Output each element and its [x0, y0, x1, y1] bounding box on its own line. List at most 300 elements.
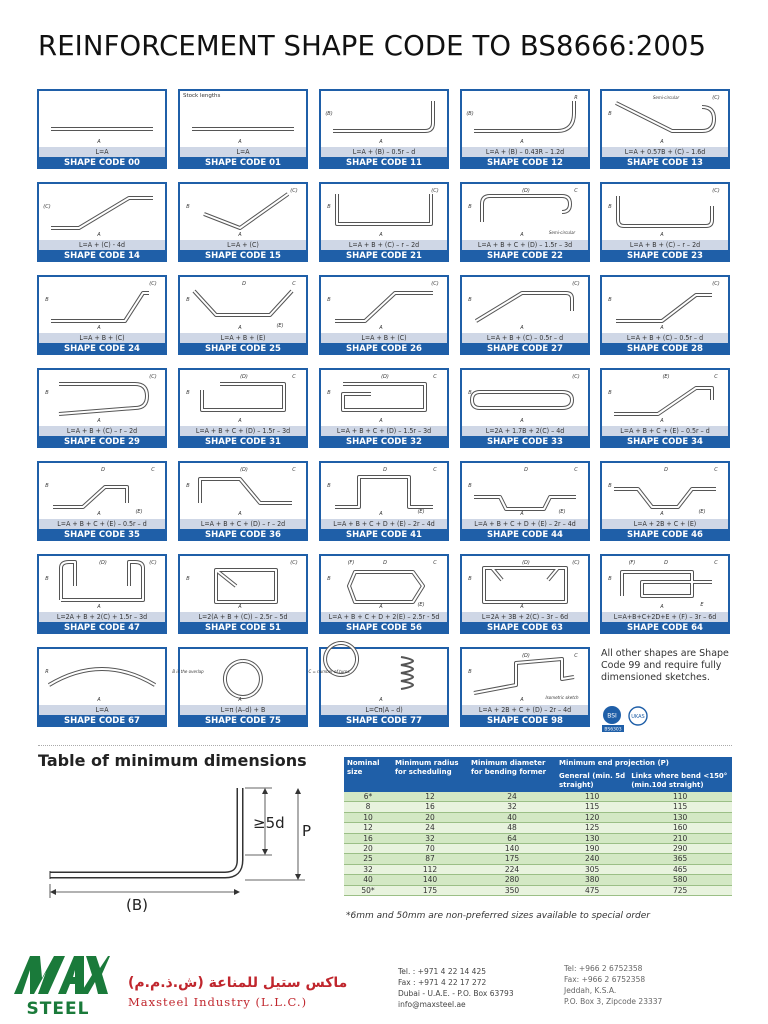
- shape-sketch: [462, 370, 588, 425]
- dimension-label: (E): [662, 374, 670, 380]
- length-formula: L=A + (C): [180, 240, 306, 250]
- shape-sketch: [321, 277, 447, 332]
- shape-card: [460, 461, 590, 541]
- table-cell: 465: [628, 864, 732, 874]
- dimension-label: (B): [466, 111, 474, 117]
- dimension-label: B: [468, 669, 472, 675]
- bar-outline: [216, 570, 276, 602]
- bar-outline: [59, 384, 147, 414]
- table-cell: 110: [628, 792, 732, 802]
- table-cell: 40: [344, 875, 392, 885]
- bar-fill: [474, 101, 574, 131]
- shape-sketch: [39, 649, 165, 704]
- bar-fill: [343, 384, 425, 410]
- shape-code-label: SHAPE CODE 29: [39, 436, 165, 448]
- table-cell: 130: [628, 812, 732, 822]
- minimum-dimensions-table: [344, 757, 732, 896]
- dimension-label: B: [608, 297, 612, 303]
- shape-card: [37, 368, 167, 448]
- table-cell: 120: [556, 812, 628, 822]
- dimension-label: A: [238, 232, 242, 238]
- table-row: [344, 875, 732, 885]
- bar-outline: [622, 572, 712, 596]
- uae-contact: [398, 966, 514, 1010]
- table-cell: 8: [344, 802, 392, 812]
- table-cell: 10: [344, 812, 392, 822]
- bar-outline: [482, 196, 570, 222]
- dimension-label: (C): [712, 281, 720, 287]
- shape-code-label: SHAPE CODE 01: [180, 157, 306, 169]
- shape-card: [178, 554, 308, 634]
- dimension-label: B: [468, 576, 472, 582]
- shape-card: [600, 461, 730, 541]
- bs-number-label: BS6303: [604, 727, 622, 733]
- dimension-label: B: [608, 204, 612, 210]
- dimension-label: A: [97, 139, 101, 145]
- shape-card: [600, 368, 730, 448]
- dimension-label: D: [383, 467, 387, 473]
- dimension-label: C = number of turns: [308, 669, 350, 674]
- table-cell: 87: [392, 854, 468, 864]
- dimension-label: D: [664, 467, 668, 473]
- dimension-label: A: [520, 418, 524, 424]
- dimension-label: (D): [381, 374, 389, 380]
- shape-sketch: [321, 184, 447, 239]
- table-cell: 140: [392, 875, 468, 885]
- uae-tel: Tel. : +971 4 22 14 425: [398, 967, 486, 976]
- maxsteel-logo: [10, 950, 110, 1020]
- shape-code-label: SHAPE CODE 77: [321, 715, 447, 727]
- length-formula: L=A + B + C + (E) – 0.5r – d: [39, 519, 165, 529]
- dimension-label: D: [664, 560, 668, 566]
- dimension-label: C: [433, 560, 437, 566]
- dimension-label: D: [524, 467, 528, 473]
- dimension-label: A: [379, 604, 383, 610]
- dimension-label: B: [327, 483, 331, 489]
- length-formula: L=A+B+C+2D+E + (F) – 3r – 6d: [602, 612, 728, 622]
- dimension-label: B: [45, 483, 49, 489]
- table-footnote: *6mm and 50mm are non-preferred sizes available to special order: [346, 911, 651, 921]
- dimension-label: B: [327, 204, 331, 210]
- dimension-label: (E): [417, 602, 425, 608]
- shape-card: [319, 182, 449, 262]
- dimension-label: C: [714, 560, 718, 566]
- dimension-label: A: [520, 697, 524, 703]
- shape-code-label: SHAPE CODE 41: [321, 529, 447, 541]
- bar-outline: [333, 101, 433, 131]
- section-divider: [38, 745, 732, 746]
- dimension-label: A: [660, 511, 664, 517]
- dimension-label: A: [379, 325, 383, 331]
- bar-fill: [614, 388, 712, 414]
- shape-code-label: SHAPE CODE 00: [39, 157, 165, 169]
- shape-code-label: SHAPE CODE 25: [180, 343, 306, 355]
- length-formula: L=A + B + C + (D) – 1.5r – 3d: [180, 426, 306, 436]
- bar-fill: [200, 479, 292, 503]
- shape-code-label: SHAPE CODE 27: [462, 343, 588, 355]
- bend-projection-figure: [40, 780, 340, 920]
- table-cell: 580: [628, 875, 732, 885]
- shape-sketch: [602, 463, 728, 518]
- stock-lengths-note: Stock lengths: [183, 93, 221, 99]
- bar-outline: [474, 659, 574, 693]
- bar-fill: [335, 477, 433, 507]
- length-formula: L=π (A–d) + B: [180, 705, 306, 715]
- shape-sketch: [321, 91, 447, 146]
- dimension-label: A: [520, 604, 524, 610]
- dimension-label: C: [574, 653, 578, 659]
- shape-sketch: [321, 370, 447, 425]
- table-cell: 175: [392, 885, 468, 895]
- shape-sketch: [462, 184, 588, 239]
- table-title: Table of minimum dimensions: [38, 751, 307, 770]
- uae-address: Dubai - U.A.E. - P.O. Box 63793: [398, 989, 514, 998]
- shape-code-label: SHAPE CODE 36: [180, 529, 306, 541]
- length-formula: L=2A + 1.7B + 2(C) – 4d: [462, 426, 588, 436]
- shape-sketch: [602, 184, 728, 239]
- length-formula: L=A + B + C + (D) – 1.5r – 3d: [462, 240, 588, 250]
- bar-outline: [474, 101, 574, 131]
- shape-code-label: SHAPE CODE 56: [321, 622, 447, 634]
- bar-outline: [194, 291, 292, 315]
- table-cell: 290: [628, 844, 732, 854]
- shape-code-label: SHAPE CODE 23: [602, 250, 728, 262]
- shape-sketch: [602, 370, 728, 425]
- dimension-label: A: [97, 697, 101, 703]
- dimension-label: (C): [43, 204, 51, 210]
- length-formula: L=Cπ(A – d): [321, 705, 447, 715]
- shape-sketch: [180, 370, 306, 425]
- dimension-label: A: [520, 139, 524, 145]
- table-cell: 125: [556, 823, 628, 833]
- helix-coil: [401, 657, 413, 689]
- shape-card: [178, 275, 308, 355]
- five-d-label: ≥5d: [253, 814, 285, 832]
- table-cell: 210: [628, 833, 732, 843]
- dimension-label: B: [608, 111, 612, 117]
- shape-sketch: [602, 277, 728, 332]
- length-formula: L=A + B + C + (E) – 0.5r – d: [602, 426, 728, 436]
- dimension-label: B: [608, 390, 612, 396]
- bar-fill: [225, 661, 261, 697]
- bar-outline: [614, 489, 716, 507]
- table-cell: 350: [468, 885, 556, 895]
- dimension-label: A: [97, 418, 101, 424]
- shape-card: [460, 554, 590, 634]
- dimension-label: B: [186, 576, 190, 582]
- dimension-label: B: [186, 483, 190, 489]
- bar-outline: [474, 497, 576, 509]
- bar-fill: [204, 194, 288, 228]
- shape-sketch: [39, 277, 165, 332]
- table-cell: 380: [556, 875, 628, 885]
- dimension-label: A: [97, 232, 101, 238]
- ukas-label: UKAS: [631, 714, 645, 720]
- dimension-label: (E): [417, 509, 425, 515]
- shape-card: [600, 275, 730, 355]
- table-cell: 24: [468, 792, 556, 802]
- header-minimum-diameter: Minimum diameter for bending former: [468, 757, 556, 792]
- shape-sketch: [462, 277, 588, 332]
- shape-sketch: [39, 91, 165, 146]
- dimension-label: E: [700, 602, 704, 608]
- dimension-label: B: [45, 390, 49, 396]
- dimension-label: (B): [325, 111, 333, 117]
- dimension-label: C: [433, 374, 437, 380]
- shape-sketch: [39, 463, 165, 518]
- bar-outline: [616, 295, 712, 321]
- bar-outline: [202, 384, 284, 410]
- table-cell: 130: [556, 833, 628, 843]
- table-cell: 48: [468, 823, 556, 833]
- shape-code-label: SHAPE CODE 75: [180, 715, 306, 727]
- table-cell: 32: [392, 833, 468, 843]
- dimension-label: C: [292, 281, 296, 287]
- dimension-label: C: [433, 467, 437, 473]
- dimension-label: (F): [628, 560, 636, 566]
- length-formula: L=2A + 3B + 2(C) – 3r – 6d: [462, 612, 588, 622]
- bar-fill: [337, 194, 431, 224]
- dimension-label: (E): [276, 323, 284, 329]
- table-row: [344, 864, 732, 874]
- shape-code-label: SHAPE CODE 13: [602, 157, 728, 169]
- table-cell: 20: [344, 844, 392, 854]
- shape-code-label: SHAPE CODE 26: [321, 343, 447, 355]
- dimension-label: (C): [712, 95, 720, 101]
- length-formula: L=A: [180, 147, 306, 157]
- header-nominal-size: Nominal size: [344, 757, 392, 792]
- dimension-label: C: [292, 467, 296, 473]
- shape-sketch: [462, 463, 588, 518]
- bar-fill: [614, 489, 716, 507]
- dimension-label: Semi-circular: [548, 230, 576, 235]
- bar-fill: [335, 293, 433, 321]
- dimension-label: (F): [347, 560, 355, 566]
- dimension-label: A: [660, 604, 664, 610]
- table-cell: 20: [392, 812, 468, 822]
- shape-card: [37, 647, 167, 727]
- ksa-address: P.O. Box 3, Zipcode 23337: [564, 997, 663, 1006]
- dimension-label: (C): [290, 560, 298, 566]
- dimension-label: A: [379, 511, 383, 517]
- shape-code-label: SHAPE CODE 22: [462, 250, 588, 262]
- shape-code-label: SHAPE CODE 33: [462, 436, 588, 448]
- table-cell: 240: [556, 854, 628, 864]
- shape-sketch: [180, 556, 306, 611]
- dimension-label: B: [468, 297, 472, 303]
- table-cell: 40: [468, 812, 556, 822]
- shape-card: [600, 89, 730, 169]
- dimension-label: A: [238, 697, 242, 703]
- dimension-label: A: [238, 511, 242, 517]
- dimension-label: A: [660, 325, 664, 331]
- bar-outline: [51, 198, 153, 228]
- dimension-label: B: [608, 576, 612, 582]
- bar-outline: [335, 477, 433, 507]
- dimension-label: A: [520, 232, 524, 238]
- shape-code-label: SHAPE CODE 28: [602, 343, 728, 355]
- page-title: REINFORCEMENT SHAPE CODE TO BS8666:2005: [38, 30, 707, 62]
- length-formula: L=A + (B) – 0.43R – 1.2d: [462, 147, 588, 157]
- dimension-label: B: [327, 390, 331, 396]
- bar-fill: [482, 196, 570, 222]
- table-cell: 32: [344, 864, 392, 874]
- dimension-label: (C): [572, 374, 580, 380]
- dimension-label: A: [238, 604, 242, 610]
- dimension-label: R: [45, 669, 49, 675]
- bar-fill: [53, 487, 127, 507]
- shape-card: [37, 89, 167, 169]
- shape-sketch: [462, 91, 588, 146]
- ksa-contact: [564, 963, 662, 1007]
- table-cell: 160: [628, 823, 732, 833]
- ksa-fax: Fax: +966 2 6752358: [564, 975, 646, 984]
- table-row: [344, 844, 732, 854]
- shape-code-label: SHAPE CODE 12: [462, 157, 588, 169]
- shape-code-label: SHAPE CODE 44: [462, 529, 588, 541]
- shape-code-label: SHAPE CODE 31: [180, 436, 306, 448]
- shape-sketch: [172, 649, 306, 704]
- shape-code-label: SHAPE CODE 34: [602, 436, 728, 448]
- bar-fill: [49, 669, 155, 685]
- bar-fill: [484, 568, 566, 602]
- header-general: General (min. 5d straight): [556, 770, 628, 792]
- dimension-label: (D): [522, 653, 530, 659]
- shape-code-label: SHAPE CODE 35: [39, 529, 165, 541]
- shape-card: [460, 368, 590, 448]
- dimension-label: (C): [290, 188, 298, 194]
- shape-sketch: [180, 463, 306, 518]
- shape-card: [460, 182, 590, 262]
- dimension-label: C: [574, 188, 578, 194]
- dimension-label: A: [379, 139, 383, 145]
- length-formula: L=A + 2B + C + (E): [602, 519, 728, 529]
- table-cell: 6*: [344, 792, 392, 802]
- dimension-label: B: [186, 204, 190, 210]
- length-formula: L=A + B + (C) – r – 2d: [602, 240, 728, 250]
- header-minimum-projection: Minimum end projection (P): [556, 757, 732, 770]
- table-cell: 12: [392, 792, 468, 802]
- dimension-label: Semi-circular: [652, 95, 680, 100]
- dimension-label: A: [379, 697, 383, 703]
- dimension-label: (E): [698, 509, 706, 515]
- dimension-label: (D): [522, 560, 530, 566]
- shape-sketch: [180, 277, 306, 332]
- uae-fax: Fax : +971 4 22 17 272: [398, 978, 487, 987]
- dimension-label: B: [327, 576, 331, 582]
- ksa-city: Jeddah, K.S.A.: [564, 986, 617, 995]
- shape-card: [460, 647, 590, 727]
- bar-outline: [343, 384, 425, 410]
- uae-email[interactable]: info@maxsteel.ae: [398, 1000, 466, 1009]
- bar-fill: [194, 291, 292, 315]
- table-cell: 190: [556, 844, 628, 854]
- shape-card: [178, 89, 308, 169]
- dimension-label: D: [383, 560, 387, 566]
- dimension-label: A: [238, 139, 242, 145]
- dimension-label: B: [327, 297, 331, 303]
- shape-code-label: SHAPE CODE 24: [39, 343, 165, 355]
- shape-card: [460, 89, 590, 169]
- shape-code-label: SHAPE CODE 64: [602, 622, 728, 634]
- dimension-label: Isometric sketch: [545, 695, 579, 700]
- shape-card: [37, 182, 167, 262]
- table-cell: 175: [468, 854, 556, 864]
- dimension-label: (D): [522, 188, 530, 194]
- dimension-label: A: [238, 325, 242, 331]
- dimension-label: B: [468, 204, 472, 210]
- dimension-label: B is the overlap: [172, 669, 204, 674]
- shape-card: [178, 368, 308, 448]
- shape-code-label: SHAPE CODE 11: [321, 157, 447, 169]
- shape-sketch: [602, 91, 728, 146]
- bar-fill: [472, 392, 572, 408]
- shape-sketch: [180, 184, 306, 239]
- dimension-label: A: [379, 418, 383, 424]
- table-cell: 32: [468, 802, 556, 812]
- certification-logos: [601, 703, 661, 733]
- ksa-tel: Tel: +966 2 6752358: [564, 964, 643, 973]
- table-cell: 115: [628, 802, 732, 812]
- header-links: Links where bend <150° (min.10d straight): [628, 770, 732, 792]
- bar-fill: [202, 384, 284, 410]
- table-row: [344, 812, 732, 822]
- table-cell: 50*: [344, 885, 392, 895]
- bar-outline: [337, 194, 431, 224]
- length-formula: L=A + B + (C): [321, 333, 447, 343]
- p-label: P: [302, 822, 312, 840]
- dimension-label: A: [97, 511, 101, 517]
- shape-code-label: SHAPE CODE 32: [321, 436, 447, 448]
- shape-sketch: [321, 556, 447, 611]
- bar-outline: [200, 479, 292, 503]
- dimension-label: A: [660, 232, 664, 238]
- dimension-label: (C): [149, 374, 157, 380]
- bar-outline: [476, 293, 572, 321]
- length-formula: L=A + B + C + (D) – 1.5r – 3d: [321, 426, 447, 436]
- length-formula: L=A + B + C + (D) – r – 2d: [180, 519, 306, 529]
- shape-card: [37, 554, 167, 634]
- shape-sketch: [39, 370, 165, 425]
- dimension-label: (C): [431, 188, 439, 194]
- bsi-label: BSI: [607, 712, 617, 720]
- table-row: [344, 833, 732, 843]
- dimension-label: A: [520, 325, 524, 331]
- dimension-label: (C): [431, 281, 439, 287]
- shape-code-label: SHAPE CODE 15: [180, 250, 306, 262]
- shape-card: [319, 554, 449, 634]
- dimension-label: C: [714, 374, 718, 380]
- bar-outline: [53, 487, 127, 507]
- dimension-label: C: [292, 374, 296, 380]
- table-cell: 115: [556, 802, 628, 812]
- shape-card: [319, 275, 449, 355]
- dimension-label: B: [468, 390, 472, 396]
- shape-card: [319, 461, 449, 541]
- dimension-label: B: [608, 483, 612, 489]
- shape-code-label: SHAPE CODE 46: [602, 529, 728, 541]
- dimension-label: B: [45, 576, 49, 582]
- table-row: [344, 823, 732, 833]
- bar-fill: [618, 196, 712, 226]
- shape-sketch: [180, 91, 306, 146]
- shape-card: [600, 554, 730, 634]
- table-cell: 110: [556, 792, 628, 802]
- length-formula: L=A + (B) – 0.5r – d: [321, 147, 447, 157]
- length-formula: L=A: [39, 705, 165, 715]
- length-formula: L=2(A + B + (C)) – 2.5r – 5d: [180, 612, 306, 622]
- shape-card: [37, 461, 167, 541]
